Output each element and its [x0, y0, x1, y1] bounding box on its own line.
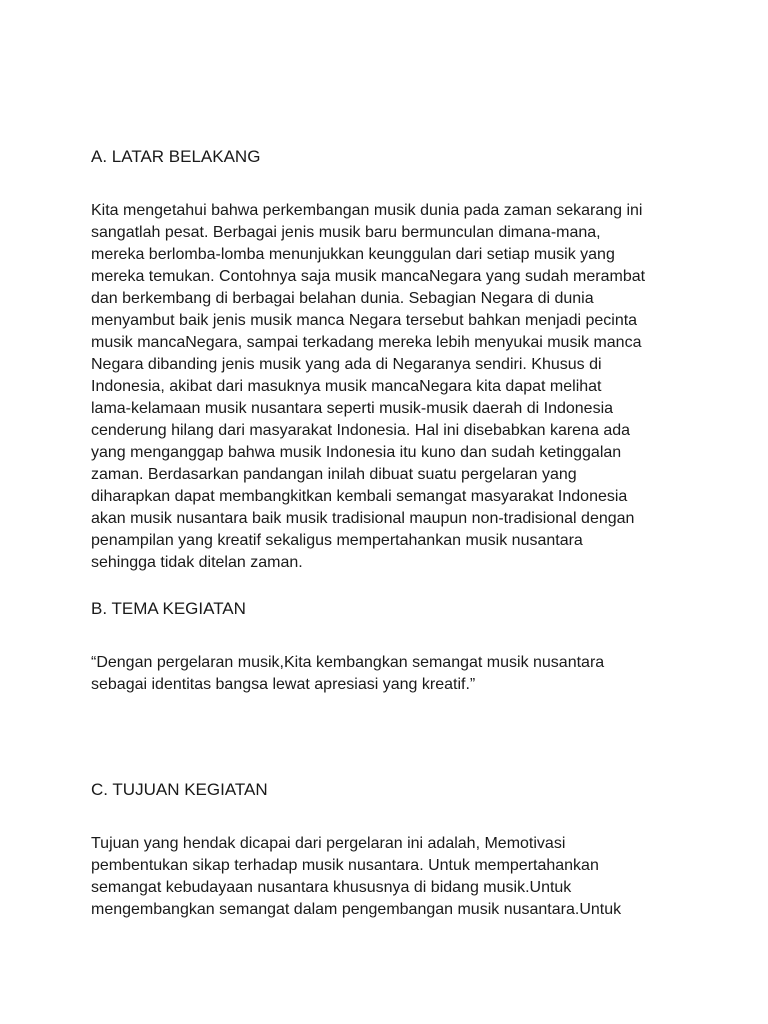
paragraph-line: semangat kebudayaan nusantara khususnya di bidang musik.Untuk — [91, 879, 572, 896]
paragraph-line: diharapkan dapat membangkitkan kembali semangat masyarakat Indonesia — [91, 488, 628, 505]
paragraph-line: sangatlah pesat. Berbagai jenis musik baru bermunculan dimana-mana, — [91, 224, 601, 241]
paragraph-line: mereka temukan. Contohnya saja musik mancaNegara yang sudah merambat — [91, 268, 646, 285]
paragraph-line: yang menganggap bahwa musik Indonesia itu kuno dan sudah ketinggalan — [91, 444, 622, 461]
paragraph-line: mereka berlomba-lomba menunjukkan keunggulan dari setiap musik yang — [91, 246, 615, 263]
paragraph-line: penampilan yang kreatif sekaligus mempertahankan musik nusantara — [91, 532, 583, 549]
paragraph-line: Indonesia, akibat dari masuknya musik mancaNegara kita dapat melihat — [91, 378, 602, 395]
paragraph-line: menyambut baik jenis musik manca Negara tersebut bahkan menjadi pecinta — [91, 312, 638, 329]
section-heading-tujuan-kegiatan: C. TUJUAN KEGIATAN — [91, 780, 268, 799]
section-paragraph-latar-belakang — [91, 200, 691, 574]
section-paragraph-tujuan-kegiatan — [91, 833, 691, 921]
section-heading-latar-belakang: A. LATAR BELAKANG — [91, 147, 261, 166]
section-heading-tema-kegiatan: B. TEMA KEGIATAN — [91, 599, 246, 618]
section-paragraph-tema-kegiatan — [91, 652, 691, 696]
paragraph-line: akan musik nusantara baik musik tradisional maupun non-tradisional dengan — [91, 510, 635, 527]
paragraph-line: dan berkembang di berbagai belahan dunia. Sebagian Negara di dunia — [91, 290, 594, 307]
paragraph-line: zaman. Berdasarkan pandangan inilah dibuat suatu pergelaran yang — [91, 466, 577, 483]
paragraph-line: Kita mengetahui bahwa perkembangan musik dunia pada zaman sekarang ini — [91, 202, 643, 219]
paragraph-line: lama-kelamaan musik nusantara seperti musik-musik daerah di Indonesia — [91, 400, 614, 417]
paragraph-line: cenderung hilang dari masyarakat Indonesia. Hal ini disebabkan karena ada — [91, 422, 631, 439]
paragraph-line: “Dengan pergelaran musik,Kita kembangkan semangat musik nusantara — [91, 654, 605, 671]
paragraph-line: mengembangkan semangat dalam pengembangan musik nusantara.Untuk — [91, 901, 622, 918]
paragraph-line: Negara dibanding jenis musik yang ada di Negaranya sendiri. Khusus di — [91, 356, 602, 373]
paragraph-line: sebagai identitas bangsa lewat apresiasi yang kreatif.” — [91, 676, 476, 693]
paragraph-line: Tujuan yang hendak dicapai dari pergelaran ini adalah, Memotivasi — [91, 835, 566, 852]
paragraph-line: musik mancaNegara, sampai terkadang mereka lebih menyukai musik manca — [91, 334, 642, 351]
paragraph-line: sehingga tidak ditelan zaman. — [91, 554, 303, 571]
paragraph-line: pembentukan sikap terhadap musik nusantara. Untuk mempertahankan — [91, 857, 599, 874]
